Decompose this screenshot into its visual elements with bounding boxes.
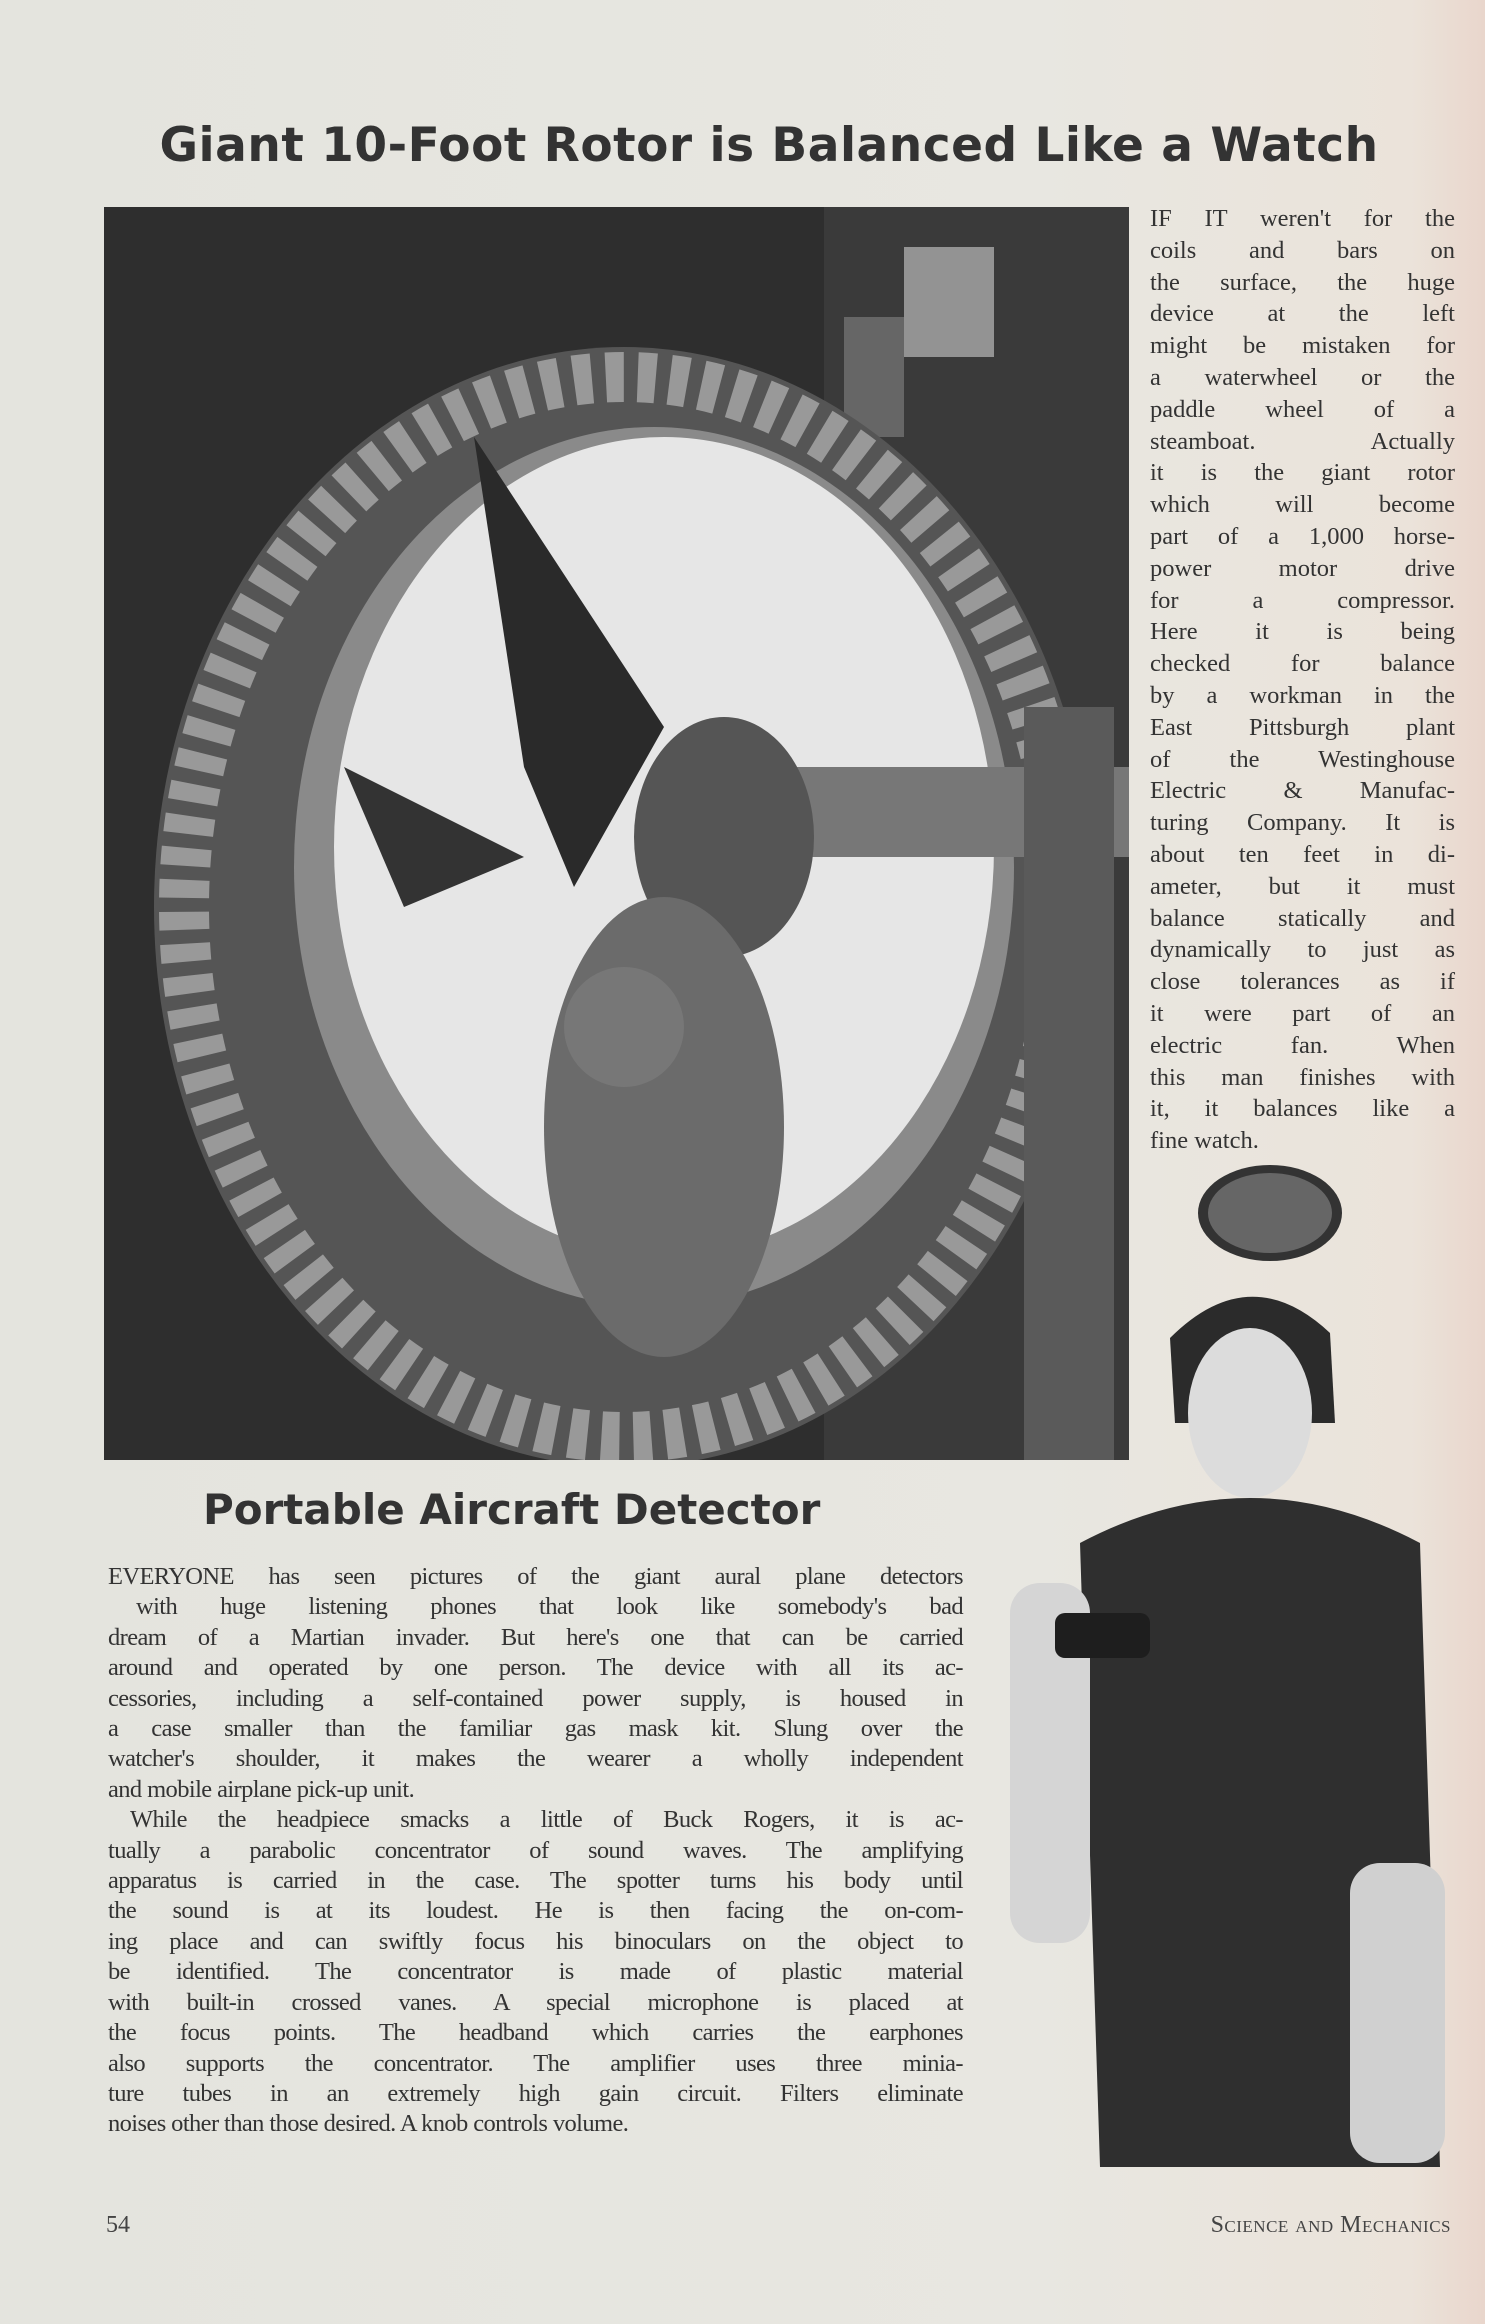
text-line: East Pittsburgh plant: [1150, 713, 1455, 741]
text-line: for a compressor.: [1150, 586, 1455, 614]
text-line: balance statically and: [1150, 904, 1455, 932]
text-line: the focus points. The headband which carries the earphones: [108, 2019, 963, 2047]
text-line: watcher's shoulder, it makes the wearer a wholly independent: [108, 1745, 963, 1773]
text-line: checked for balance: [1150, 650, 1455, 678]
text-line: about ten feet in di-: [1150, 840, 1455, 868]
text-line: electric fan. When: [1150, 1031, 1455, 1059]
text-line: it, it balances like a: [1150, 1095, 1455, 1123]
text-line: paddle wheel of a: [1150, 395, 1455, 423]
text-line: might be mistaken for: [1150, 332, 1455, 360]
text-line: turing Company. It is: [1150, 809, 1455, 837]
magazine-name: Science and Mechanics: [1210, 2212, 1451, 2238]
text-line: power motor drive: [1150, 554, 1455, 582]
text-line: of the Westinghouse: [1150, 745, 1455, 773]
text-line: coils and bars on: [1150, 236, 1455, 264]
text-line: dynamically to just as: [1150, 936, 1455, 964]
aircraft-detector-photo: [1000, 1163, 1445, 2167]
rotor-article-text: [1150, 203, 1455, 1157]
text-line: ing place and can swiftly focus his binoculars on the object to: [108, 1927, 963, 1955]
text-line: which will become: [1150, 491, 1455, 519]
text-line: a waterwheel or the: [1150, 363, 1455, 391]
text-line: it is the giant rotor: [1150, 459, 1455, 487]
text-line: Here it is being: [1150, 618, 1455, 646]
text-line: ameter, but it must: [1150, 872, 1455, 900]
text-line: with huge listening phones that look like somebody's bad: [136, 1593, 963, 1621]
text-line: cessories, including a self-contained power supply, is housed in: [108, 1684, 963, 1712]
page-number: 54: [106, 2212, 130, 2238]
text-line: be identified. The concentrator is made of plastic material: [108, 1958, 963, 1986]
text-line: dream of a Martian invader. But here's one that can be carried: [108, 1623, 963, 1651]
text-line: part of a 1,000 horse-: [1150, 522, 1455, 550]
text-line: and mobile airplane pick-up unit.: [108, 1775, 415, 1803]
text-line: tually a parabolic concentrator of sound waves. The amplifying: [108, 1836, 963, 1864]
text-line: a case smaller than the familiar gas mask kit. Slung over the: [108, 1715, 963, 1743]
text-line: Electric & Manufac-: [1150, 777, 1455, 805]
detector-article-text: [108, 1562, 963, 2140]
text-line: apparatus is carried in the case. The spotter turns his body until: [108, 1867, 963, 1895]
text-line: fine watch.: [1150, 1127, 1259, 1155]
text-line: EVERYONE has seen pictures of the giant aural plane detectors: [108, 1563, 963, 1590]
article-title-rotor: Giant 10-Foot Rotor is Balanced Like a Watch: [159, 118, 1379, 173]
text-line: it were part of an: [1150, 999, 1455, 1027]
text-line: around and operated by one person. The device with all its ac-: [108, 1654, 963, 1682]
text-line: IF IT weren't for the: [1150, 205, 1455, 232]
text-line: While the headpiece smacks a little of Buck Rogers, it is ac-: [130, 1806, 963, 1834]
text-line: this man finishes with: [1150, 1063, 1455, 1091]
text-line: also supports the concentrator. The amplifier uses three minia-: [108, 2049, 963, 2077]
text-line: steamboat. Actually: [1150, 427, 1455, 455]
text-line: by a workman in the: [1150, 681, 1455, 709]
text-line: the sound is at its loudest. He is then facing the on-com-: [108, 1897, 963, 1925]
text-line: close tolerances as if: [1150, 968, 1455, 996]
rotor-photo: [104, 207, 1129, 1460]
text-line: with built-in crossed vanes. A special microphone is placed at: [108, 1988, 963, 2016]
text-line: device at the left: [1150, 300, 1455, 328]
text-line: ture tubes in an extremely high gain circuit. Filters eliminate: [108, 2079, 963, 2107]
text-line: the surface, the huge: [1150, 268, 1455, 296]
article-title-detector: Portable Aircraft Detector: [203, 1485, 821, 1534]
text-line: noises other than those desired. A knob controls volume.: [108, 2110, 629, 2138]
